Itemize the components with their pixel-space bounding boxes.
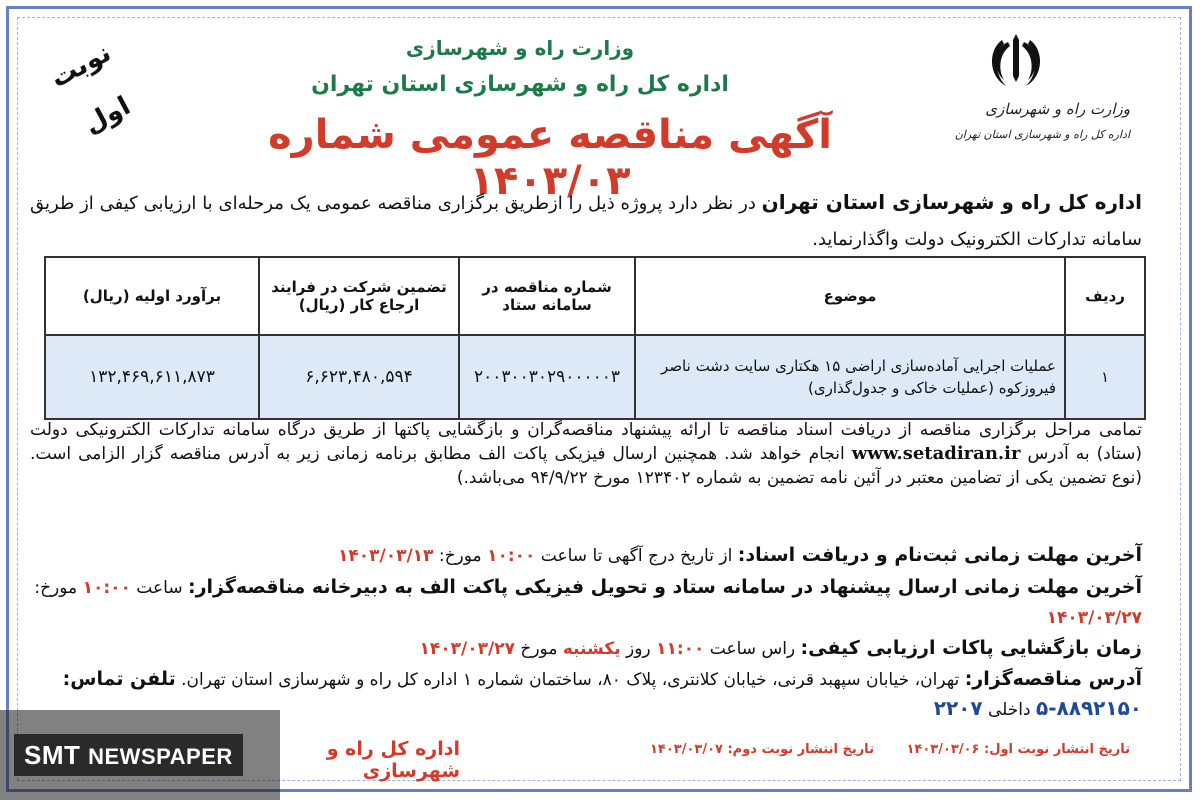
procedure-text-start: تمامی مراحل برگزاری مناقصه از دریافت اسناد مناقصه تا ارائه پیشنهاد مناقصه‌گران و بازگشایی پاکتها از طریق درگاه سامانه تدارکات الکترونیکی دولت (ستاد) به آدرس <box>30 420 1142 464</box>
submission-deadline-text: ساعت <box>136 578 183 598</box>
registration-deadline-label: آخرین مهلت زمانی ثبت‌نام و دریافت اسناد: <box>737 544 1142 566</box>
opening-time-label: زمان بازگشایی پاکات ارزیابی کیفی: <box>800 637 1142 659</box>
cell-row-number: ۱ <box>1065 335 1145 419</box>
submission-deadline-time: ۱۰:۰۰ <box>82 578 131 598</box>
opening-time-text: راس ساعت <box>709 639 796 659</box>
tender-title: آگهی مناقصه عمومی شماره ۱۴۰۳/۰۳ <box>268 112 832 204</box>
physical-delivery-text: همچنین ارسال فیزیکی پاکت الف مطابق برنامه زمانی زیر به آدرس مناقصه گزار الزامی است. (نوع تضمین یکی از تضامین معتبر در آئین نامه تضمین به شماره ۱۲۳۴۰۲ مورخ ۹۴/۹/۲۲ می‌باشد.) <box>30 444 1142 488</box>
first-notice-label: نوبت اول <box>45 37 136 140</box>
header-tender-number: شماره مناقصه در سامانه ستاد <box>459 257 635 335</box>
header-estimate: برآورد اولیه (ریال) <box>45 257 259 335</box>
opening-date: ۱۴۰۳/۰۳/۲۷ <box>419 639 515 659</box>
cell-estimate: ۱۳۲,۴۶۹,۶۱۱,۸۷۳ <box>45 335 259 419</box>
registration-deadline <box>30 540 1142 572</box>
first-publication-date: تاریخ انتشار نوبت اول: ۱۴۰۳/۰۳/۰۶ <box>906 742 1130 757</box>
newspaper-watermark <box>14 734 243 776</box>
header-subject: موضوع <box>635 257 1065 335</box>
iran-emblem-icon <box>986 30 1046 92</box>
opening-day-label: روز <box>626 639 651 659</box>
extension-number: ۲۲۰۷ <box>933 696 983 720</box>
table-row <box>45 335 1145 419</box>
intro-lead: اداره کل راه و شهرسازی استان تهران <box>761 190 1143 214</box>
phone-label: تلفن تماس: <box>62 668 176 690</box>
intro-paragraph <box>30 184 1142 258</box>
address-text: تهران، خیابان سپهبد قرنی، خیابان کلانتری، پلاک ۸۰، ساختمان شماره ۱ اداره کل راه و شهرسازی استان تهران. <box>181 670 960 690</box>
logo-office-text: اداره کل راه و شهرسازی استان تهران <box>954 128 1130 141</box>
address-label: آدرس مناقصه‌گزار: <box>964 668 1142 690</box>
opening-day: یکشنبه <box>562 639 621 659</box>
header-guarantee: تضمین شرکت در فرایند ارجاع کار (ریال) <box>259 257 459 335</box>
publication-dates <box>480 742 1130 757</box>
deadlines-section <box>30 540 1142 724</box>
cell-tender-number: ۲۰۰۳۰۰۳۰۲۹۰۰۰۰۰۳ <box>459 335 635 419</box>
watermark-brand: SMT <box>24 740 81 770</box>
intro-text: در نظر دارد پروژه ذیل را ازطریق برگزاری مناقصه عمومی یک مرحله‌ای با ارزیابی کیفی از طریق سامانه تدارکات الکترونیک دولت واگذارنماید. <box>30 193 1142 250</box>
office-heading: اداره کل راه و شهرسازی استان تهران <box>311 72 729 97</box>
registration-deadline-date: ۱۴۰۳/۰۳/۱۳ <box>338 546 434 566</box>
registration-deadline-text: از تاریخ درج آگهی تا ساعت <box>540 546 733 566</box>
extension-label: داخلی <box>988 700 1031 720</box>
opening-date-label: مورخ <box>520 639 558 659</box>
footer-signature: اداره کل راه و شهرسازی <box>326 738 460 782</box>
opening-time-hour: ۱۱:۰۰ <box>656 639 705 659</box>
registration-deadline-date-label: مورخ: <box>438 546 482 566</box>
logo-ministry-text: وزارت راه و شهرسازی <box>985 100 1130 118</box>
ministry-heading: وزارت راه و شهرسازی <box>405 36 635 60</box>
second-publication-date: تاریخ انتشار نوبت دوم: ۱۴۰۳/۰۳/۰۷ <box>649 742 874 757</box>
registration-deadline-time: ۱۰:۰۰ <box>487 546 536 566</box>
tender-table <box>44 256 1146 420</box>
watermark-suffix: NEWSPAPER <box>88 744 233 769</box>
submission-deadline-label: آخرین مهلت زمانی ارسال پیشنهاد در سامانه ستاد و تحویل فیزیکی پاکت الف به دبیرخانه مناقصه‌گزار: <box>187 576 1142 598</box>
procedure-paragraph <box>30 418 1142 490</box>
cell-subject: عملیات اجرایی آماده‌سازی اراضی ۱۵ هکتاری سایت دشت ناصر فیروزکوه (عملیات خاکی و جدول‌گذاری) <box>635 335 1065 419</box>
procedure-text-end: انجام خواهد شد. <box>724 444 845 464</box>
submission-deadline-date: ۱۴۰۳/۰۳/۲۷ <box>1046 608 1142 628</box>
header-row-number: ردیف <box>1065 257 1145 335</box>
phone-number[interactable]: ۸۸۹۲۱۵۰-۵ <box>1036 696 1142 720</box>
setad-site-link[interactable]: www.setadiran.ir <box>851 443 1021 464</box>
notice-header <box>0 0 1200 204</box>
opening-time <box>30 633 1142 665</box>
cell-guarantee: ۶,۶۲۳,۴۸۰,۵۹۴ <box>259 335 459 419</box>
submission-deadline-date-label: مورخ: <box>34 578 78 598</box>
submission-deadline <box>30 572 1142 633</box>
table-header-row <box>45 257 1145 335</box>
